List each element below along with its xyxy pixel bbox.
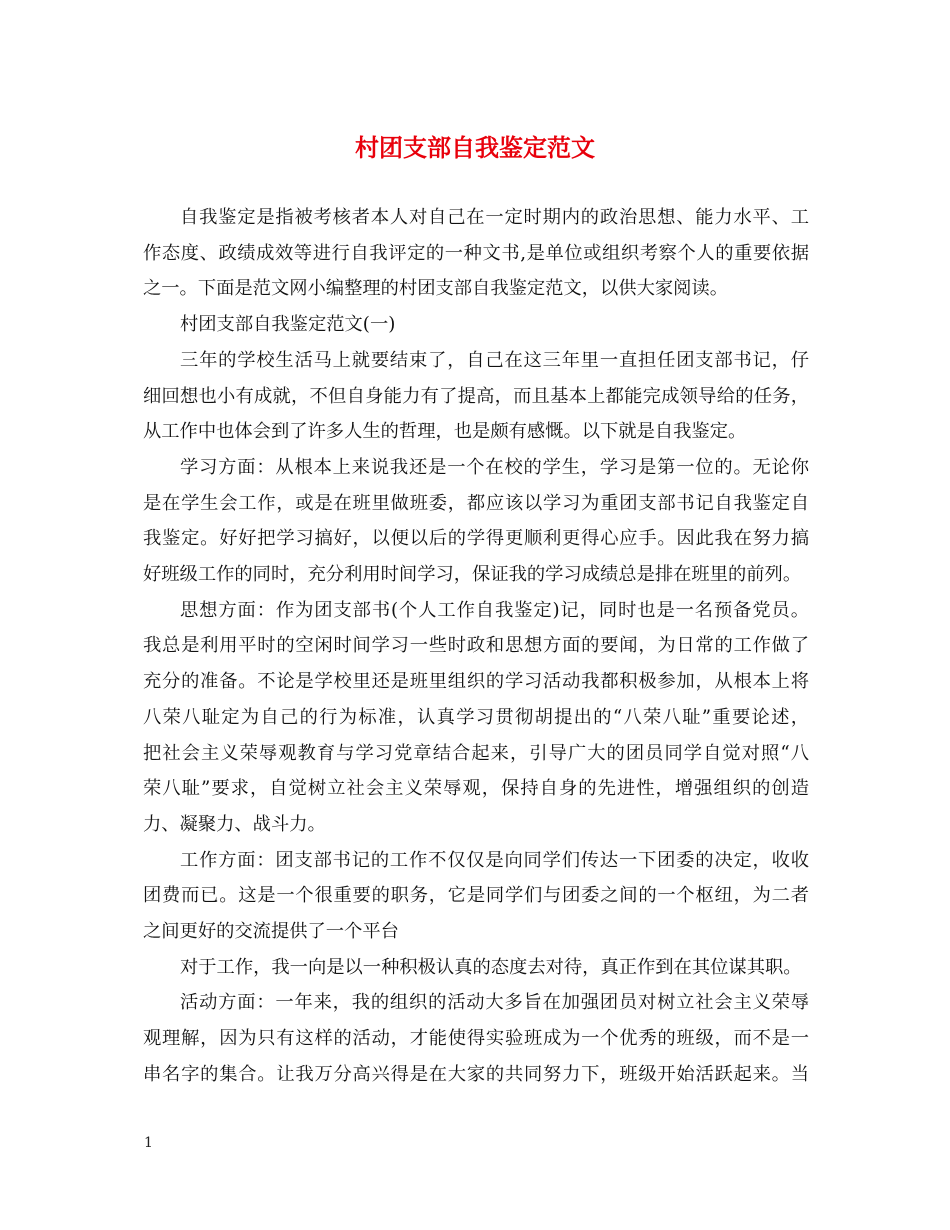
paragraph-intro bbox=[143, 200, 809, 307]
paragraph-line: 从工作中也体会到了许多人生的哲理，也是颇有感慨。以下就是自我鉴定。 bbox=[143, 421, 747, 443]
paragraph-attitude bbox=[143, 950, 809, 986]
paragraph-line: 观理解，因为只有这样的活动，才能使得实验班成为一个优秀的班级，而不是一 bbox=[143, 1028, 809, 1050]
page-number: 1 bbox=[144, 1135, 153, 1151]
paragraph-line: 自我鉴定是指被考核者本人对自己在一定时期内的政治思想、能力水平、工 bbox=[180, 207, 809, 228]
paragraph-line: 对于工作，我一向是以一种积极认真的态度去对待，真正作到在其位谋其职。 bbox=[180, 956, 802, 978]
paragraph-line: 思想方面：作为团支部书(个人工作自我鉴定)记，同时也是一名预备党员。 bbox=[180, 599, 809, 621]
document-body bbox=[143, 200, 809, 1093]
paragraph-line: 学习方面：从根本上来说我还是一个在校的学生，学习是第一位的。无论你 bbox=[180, 456, 809, 478]
paragraph-line: 把社会主义荣辱观教育与学习党章结合起来，引导广大的团员同学自觉对照“八 bbox=[143, 742, 809, 764]
paragraph-line: 好班级工作的同时，充分利用时间学习，保证我的学习成绩总是排在班里的前列。 bbox=[143, 564, 802, 586]
paragraph-work bbox=[143, 843, 809, 950]
paragraph-line: 三年的学校生活马上就要结束了，自己在这三年里一直担任团支部书记，仔 bbox=[180, 349, 809, 371]
paragraph-line: 细回想也小有成就，不但自身能力有了提高，而且基本上都能完成领导给的任务， bbox=[143, 385, 809, 407]
paragraph-line: 力、凝聚力、战斗力。 bbox=[143, 813, 326, 835]
paragraph-line: 八荣八耻定为自己的行为标准，认真学习贯彻胡提出的“八荣八耻”重要论述， bbox=[143, 706, 809, 728]
paragraph-line: 之一。下面是范文网小编整理的村团支部自我鉴定范文，以供大家阅读。 bbox=[143, 278, 728, 300]
document-title: 村团支部自我鉴定范文 bbox=[355, 133, 595, 162]
paragraph-line: 我总是利用平时的空闲时间学习一些时政和思想方面的要闻，为日常的工作做了 bbox=[143, 635, 809, 657]
section-heading-line: 村团支部自我鉴定范文(一) bbox=[180, 314, 396, 336]
paragraph-overview bbox=[143, 343, 809, 450]
paragraph-line: 团费而已。这是一个很重要的职务，它是同学们与团委之间的一个枢纽，为二者 bbox=[143, 885, 809, 907]
paragraph-line: 是在学生会工作，或是在班里做班委，都应该以学习为重团支部书记自我鉴定自 bbox=[143, 492, 809, 514]
paragraph-line: 充分的准备。不论是学校里还是班里组织的学习活动我都积极参加，从根本上将 bbox=[143, 671, 809, 693]
paragraph-line: 作态度、政绩成效等进行自我评定的一种文书,是单位或组织考察个人的重要依据 bbox=[143, 242, 809, 264]
paragraph-line: 活动方面：一年来，我的组织的活动大多旨在加强团员对树立社会主义荣辱 bbox=[180, 992, 809, 1014]
paragraph-study bbox=[143, 450, 809, 593]
paragraph-thought bbox=[143, 593, 809, 843]
paragraph-line: 我鉴定。好好把学习搞好，以便以后的学得更顺利更得心应手。因此我在努力搞 bbox=[143, 528, 809, 550]
paragraph-line: 荣八耻”要求，自觉树立社会主义荣辱观，保持自身的先进性，增强组织的创造 bbox=[143, 778, 809, 800]
paragraph-activities bbox=[143, 985, 809, 1092]
paragraph-line: 之间更好的交流提供了一个平台 bbox=[143, 921, 399, 943]
section-heading bbox=[143, 307, 809, 343]
paragraph-line: 工作方面：团支部书记的工作不仅仅是向同学们传达一下团委的决定，收收 bbox=[180, 849, 809, 871]
paragraph-line: 串名字的集合。让我万分高兴得是在大家的共同努力下，班级开始活跃起来。当 bbox=[143, 1063, 809, 1085]
